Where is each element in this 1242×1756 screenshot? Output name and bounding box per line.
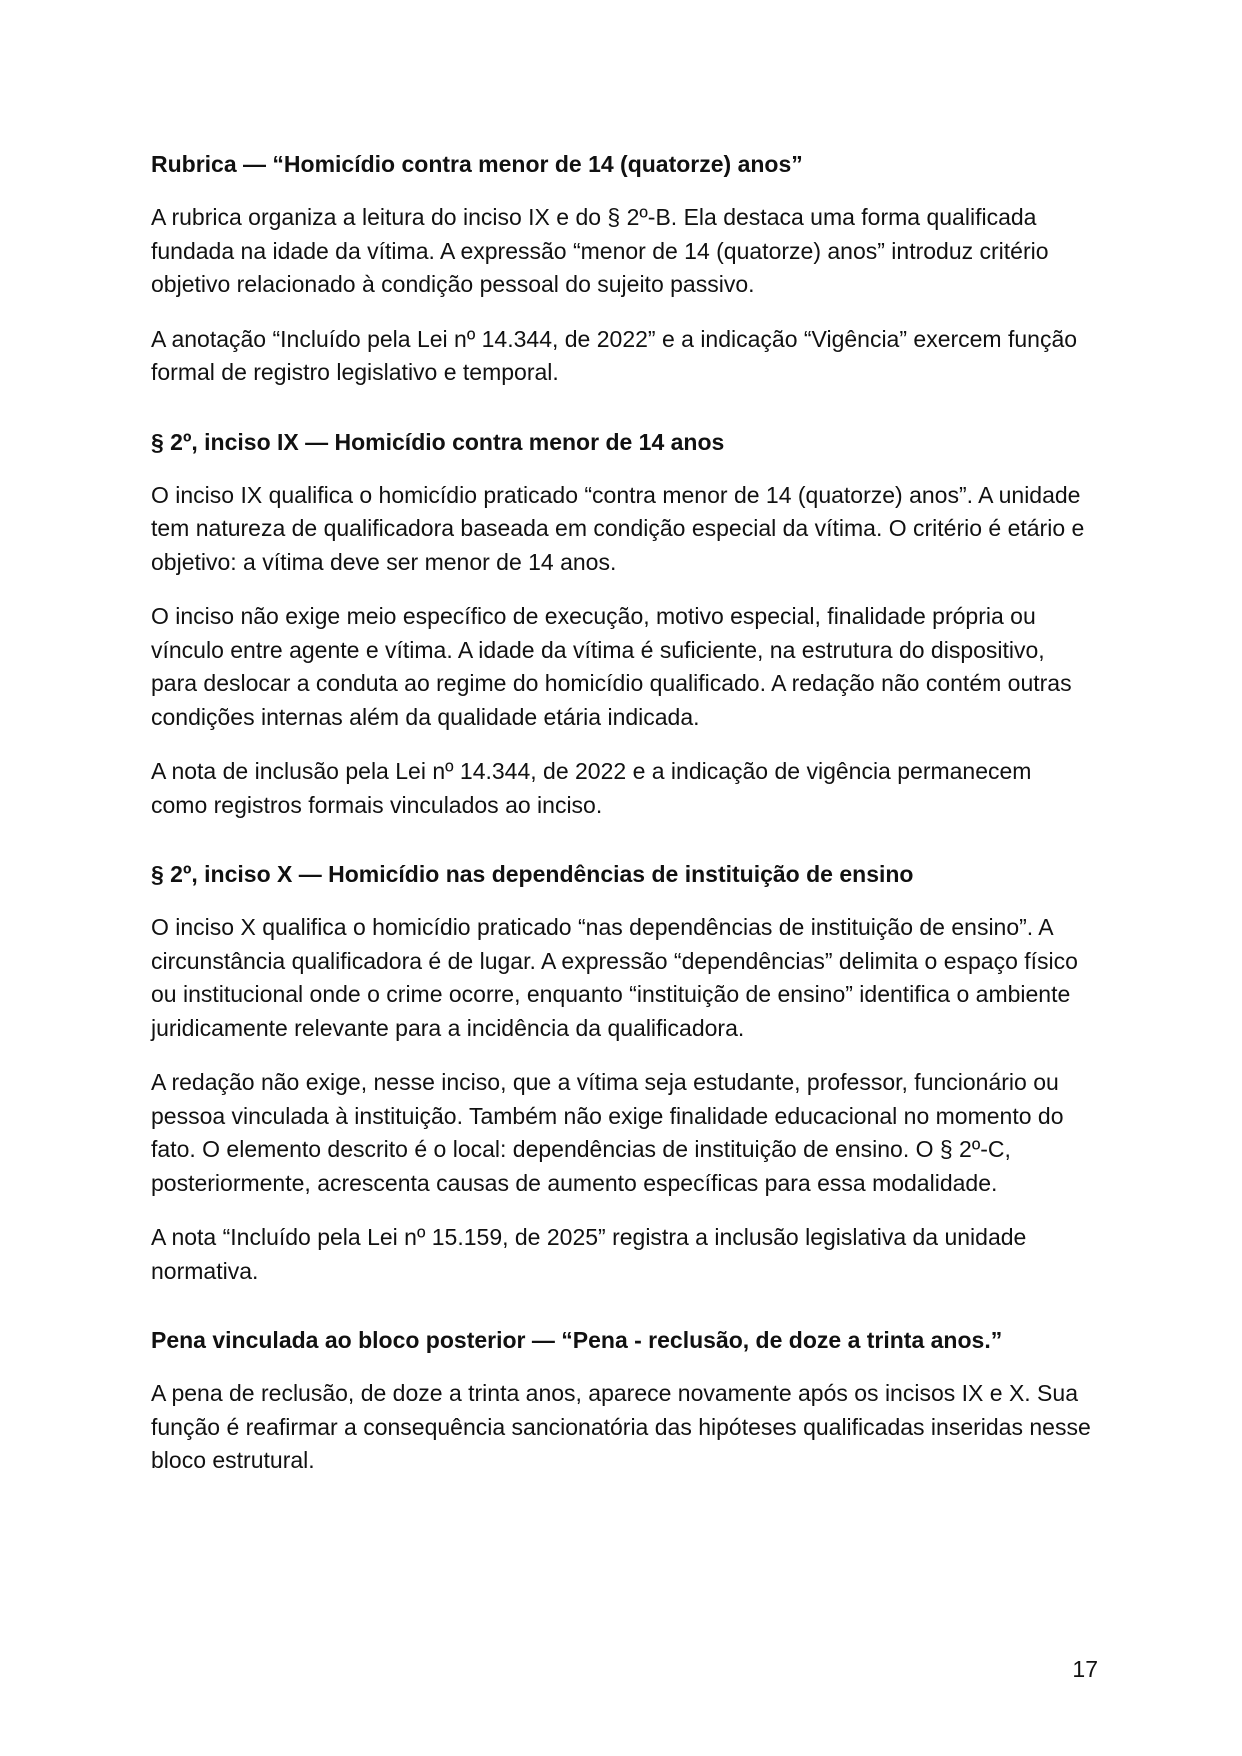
section-inciso-ix [151, 426, 1091, 823]
paragraph: O inciso IX qualifica o homicídio praticado “contra menor de 14 (quatorze) anos”. A unidade tem natureza de qualificadora baseada em condição especial da vítima. O critério é etário e objetivo: a vítima deve ser menor de 14 anos. [151, 481, 1085, 575]
paragraph: A nota “Incluído pela Lei nº 15.159, de 2025” registra a inclusão legislativa da unidade normativa. [151, 1224, 1027, 1284]
document-page [151, 148, 1091, 1499]
paragraph: A rubrica organiza a leitura do inciso IX e do § 2º-B. Ela destaca uma forma qualificada fundada na idade da vítima. A expressão “menor de 14 (quatorze) anos” introduz critério objetivo relacionado à condição pessoal do sujeito passivo. [151, 204, 1049, 297]
paragraph: O inciso X qualifica o homicídio praticado “nas dependências de instituição de ensino”. A circunstância qualificadora é de lugar. A expressão “dependências” delimita o espaço físico ou institucional onde o crime ocorre, enquanto “instituição de ensino” identifica o ambiente juridicamente relevante para a incidência da qualificadora. [151, 914, 1078, 1041]
paragraph: O inciso não exige meio específico de execução, motivo especial, finalidade própria ou vínculo entre agente e vítima. A idade da vítima é suficiente, na estrutura do dispositivo, para deslocar a conduta ao regime do homicídio qualificado. A redação não contém outras condições internas além da qualidade etária indicada. [151, 603, 1072, 730]
section-heading: Rubrica — “Homicídio contra menor de 14 (quatorze) anos” [151, 151, 803, 177]
section-pena [151, 1324, 1091, 1478]
section-heading: § 2º, inciso X — Homicídio nas dependências de instituição de ensino [151, 861, 914, 887]
paragraph: A nota de inclusão pela Lei nº 14.344, de 2022 e a indicação de vigência permanecem como registros formais vinculados ao inciso. [151, 758, 1032, 818]
paragraph: A pena de reclusão, de doze a trinta anos, aparece novamente após os incisos IX e X. Sua função é reafirmar a consequência sancionatória das hipóteses qualificadas inseridas nesse bloco estrutural. [151, 1380, 1091, 1473]
page-number: 17 [1072, 1656, 1098, 1682]
section-inciso-x [151, 858, 1091, 1288]
paragraph: A redação não exige, nesse inciso, que a vítima seja estudante, professor, funcionário ou pessoa vinculada à instituição. Também não exige finalidade educacional no momento do fato. O elemento descrito é o local: dependências de instituição de ensino. O § 2º-C, posteriormente, acrescenta causas de aumento específicas para essa modalidade. [151, 1069, 1064, 1196]
section-heading: § 2º, inciso IX — Homicídio contra menor de 14 anos [151, 428, 725, 455]
paragraph: A anotação “Incluído pela Lei nº 14.344, de 2022” e a indicação “Vigência” exercem função formal de registro legislativo e temporal. [151, 325, 1078, 385]
section-heading: Pena vinculada ao bloco posterior — “Pena - reclusão, de doze a trinta anos.” [151, 1327, 1003, 1353]
section-rubrica [151, 148, 1091, 390]
